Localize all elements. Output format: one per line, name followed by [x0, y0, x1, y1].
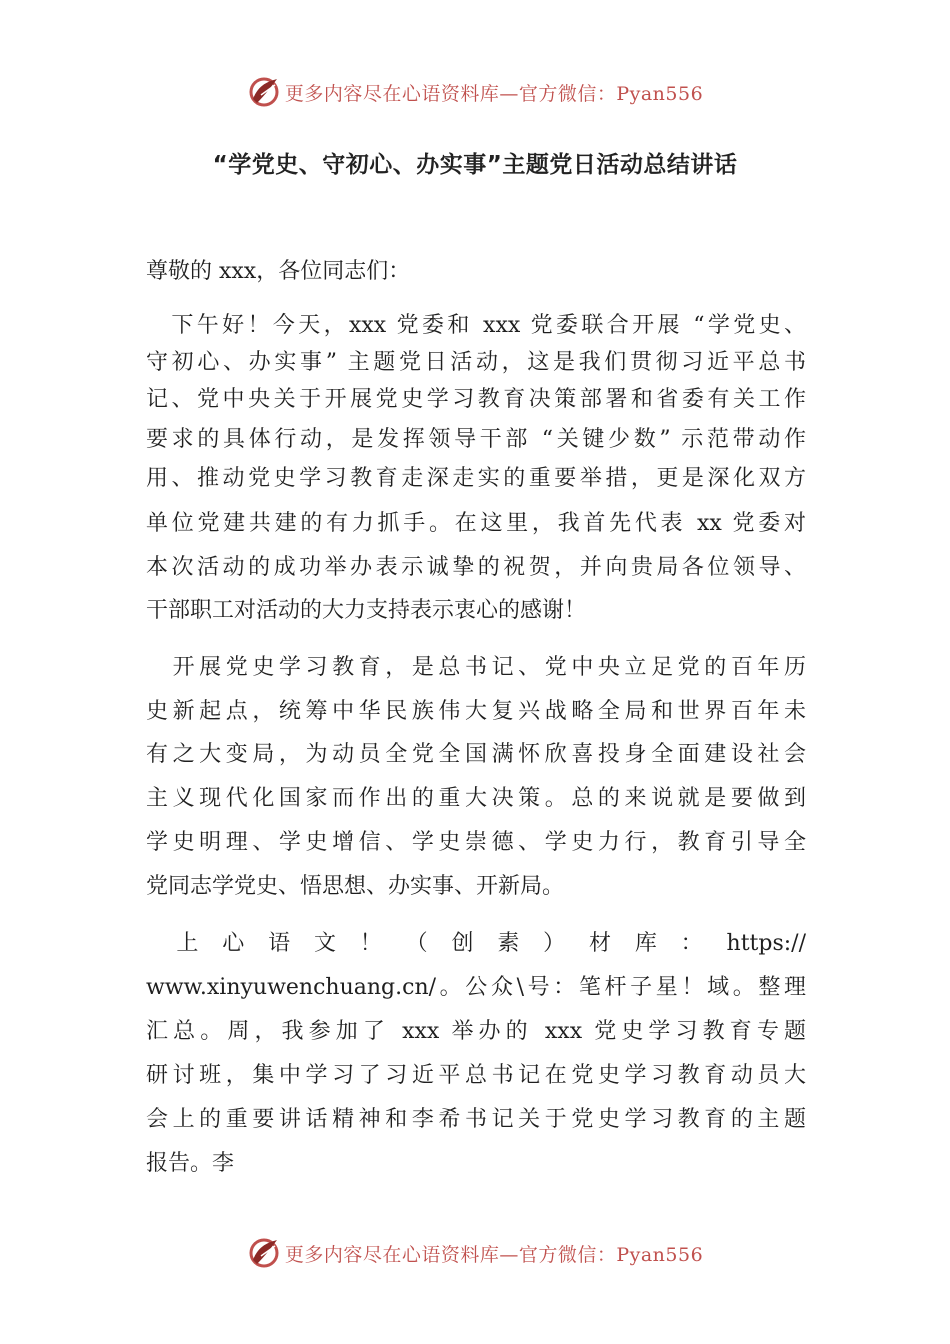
paragraph-line: 干部职工对活动的大力支持表示衷心的感谢！ — [146, 598, 587, 623]
salutation: 尊敬的 xxx，各位同志们： — [146, 259, 411, 284]
paragraph-line: 守初心、办实事” 主题党日活动，这是我们贯彻习近平总书 — [146, 350, 806, 375]
watermark-footer — [0, 1233, 950, 1273]
paragraph-line: 主义现代化国家而作出的重大决策。总的来说就是要做到 — [146, 786, 806, 811]
logo-icon — [247, 1236, 281, 1270]
paragraph-line: 学史明理、学史增信、学史崇德、学史力行，教育引导全 — [146, 830, 806, 855]
watermark-text: 更多内容尽在心语资料库—官方微信：Pyan556 — [284, 82, 704, 105]
paragraph-line: 本次活动的成功举办表示诚挚的祝贺，并向贵局各位领导、 — [146, 555, 806, 580]
paragraph-line: 有之大变局，为动员全党全国满怀欣喜投身全面建设社会 — [146, 742, 806, 767]
paragraph-line: 报告。李 — [146, 1151, 235, 1176]
paragraph-line: 用、推动党史学习教育走深走实的重要举措，更是深化双方 — [146, 466, 806, 491]
paragraph-line: www.xinyuwenchuang.cn/。公众\号：笔杆子星！域。整理 — [146, 975, 806, 1000]
paragraph-line: 汇总。周，我参加了 xxx 举办的 xxx 党史学习教育专题 — [146, 1019, 806, 1044]
paragraph-line: 上 心 语 文 ！ （ 创 素 ） 材 库 ： https:// — [146, 931, 806, 956]
watermark-header — [0, 72, 950, 112]
paragraph-line: 单位党建共建的有力抓手。在这里，我首先代表 xx 党委对 — [146, 511, 806, 536]
paragraph-line: 史新起点，统筹中华民族伟大复兴战略全局和世界百年未 — [146, 699, 806, 724]
watermark-text: 更多内容尽在心语资料库—官方微信：Pyan556 — [284, 1243, 704, 1266]
paragraph-line: 会上的重要讲话精神和李希书记关于党史学习教育的主题 — [146, 1107, 806, 1132]
paragraph-line: 要求的具体行动，是发挥领导干部 “关键少数” 示范带动作 — [146, 427, 806, 452]
paragraph-line: 记、党中央关于开展党史学习教育决策部署和省委有关工作 — [146, 387, 806, 412]
paragraph-line: 下午好！今天，xxx 党委和 xxx 党委联合开展 “学党史、 — [146, 313, 806, 338]
document-title: “学党史、守初心、办实事”主题党日活动总结讲话 — [212, 152, 738, 178]
paragraph-line: 党同志学党史、悟思想、办实事、开新局。 — [146, 874, 565, 899]
logo-icon — [247, 75, 281, 109]
paragraph-line: 开展党史学习教育，是总书记、党中央立足党的百年历 — [146, 655, 806, 680]
paragraph-line: 研讨班，集中学习了习近平总书记在党史学习教育动员大 — [146, 1063, 806, 1088]
